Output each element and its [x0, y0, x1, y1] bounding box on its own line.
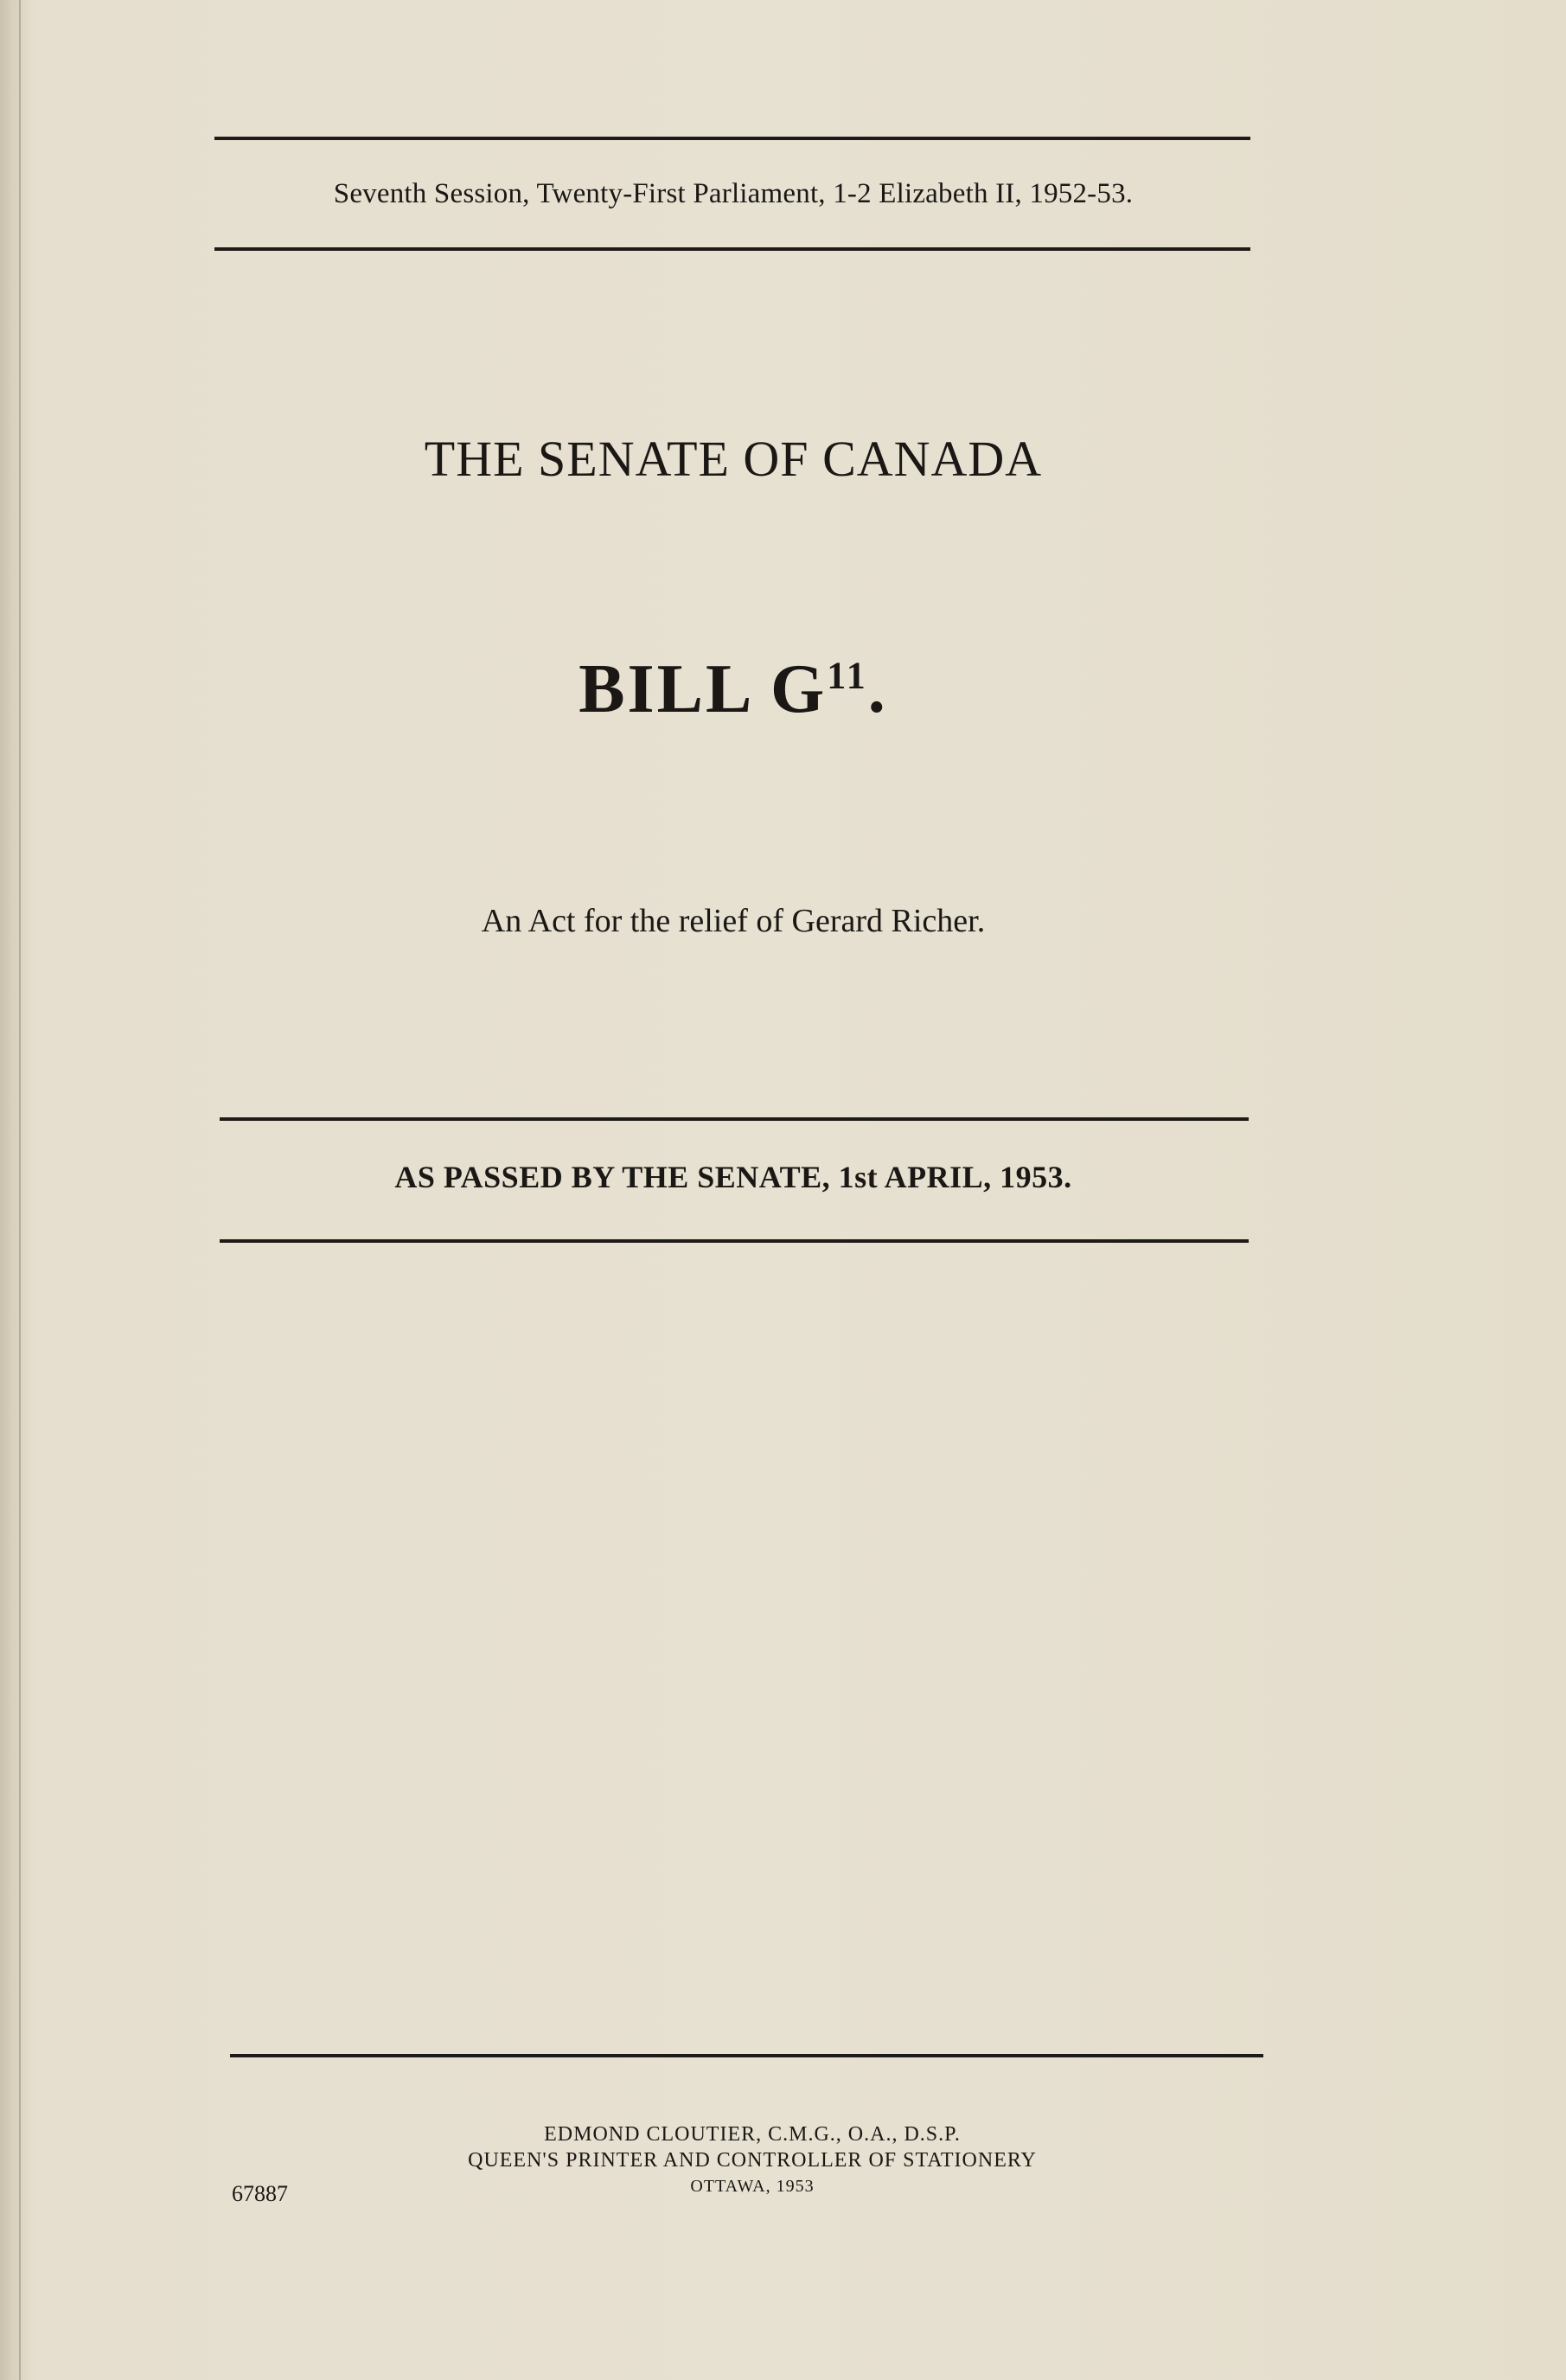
top-rule-lower — [214, 247, 1250, 251]
place-year: OTTAWA, 1953 — [690, 2177, 815, 2196]
passed-rule-upper — [220, 1117, 1249, 1121]
bill-title-prefix: BILL G — [578, 651, 828, 727]
passed-rule-lower — [220, 1239, 1249, 1243]
printer-title: QUEEN'S PRINTER AND CONTROLLER OF STATIONERY — [468, 2149, 1037, 2172]
senate-title: THE SENATE OF CANADA — [424, 431, 1043, 487]
printer-name: EDMOND CLOUTIER, C.M.G., O.A., D.S.P. — [544, 2123, 961, 2146]
passed-line: AS PASSED BY THE SENATE, 1st APRIL, 1953. — [394, 1160, 1072, 1194]
act-title: An Act for the relief of Gerard Richer. — [481, 903, 986, 939]
top-rule-upper — [214, 137, 1250, 140]
imprint-rule — [230, 2054, 1263, 2057]
bill-title-suffix: . — [867, 651, 888, 727]
imprint-block — [363, 2121, 1141, 2199]
session-line: Seventh Session, Twenty-First Parliament, 1-2 Elizabeth II, 1952-53. — [333, 178, 1134, 209]
binding-edge — [19, 0, 21, 2380]
bill-title-superscript: 11 — [827, 654, 868, 697]
bill-title — [214, 650, 1252, 729]
print-number: 67887 — [232, 2181, 288, 2206]
